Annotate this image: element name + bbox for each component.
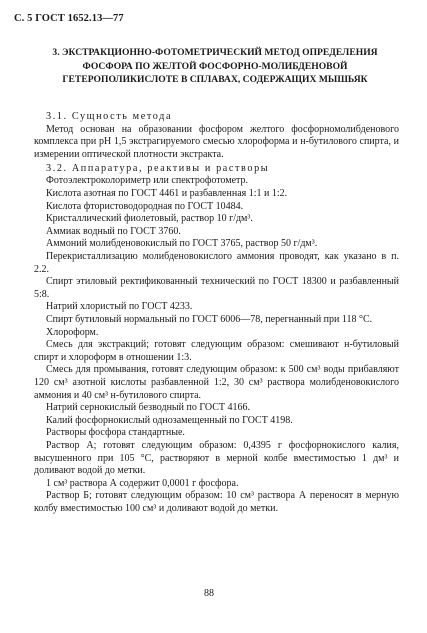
running-header: С. 5 ГОСТ 1652.13—77 [14, 13, 124, 24]
list-item: Раствор Б; готовят следующим образом: 10 см³ раствора А переносят в мерную колбу вместимостью 100 см³ и доливают водой до метки. [34, 490, 399, 514]
list-item: Аммиак водный по ГОСТ 3760. [46, 225, 181, 237]
list-item: Кислота фтористоводородная по ГОСТ 10484. [46, 200, 244, 212]
list-item: Аммоний молибденовокислый по ГОСТ 3765, раствор 50 г/дм³. [46, 238, 318, 250]
section-title: 3. ЭКСТРАКЦИОННО-ФОТОМЕТРИЧЕСКИЙ МЕТОД ОПРЕДЕЛЕНИЯ ФОСФОРА ПО ЖЕЛТОЙ ФОСФОРНО-МОЛИБДЕНОВОЙ ГЕТЕРОПОЛИКИСЛОТЕ В СПЛАВАХ, СОДЕРЖАЩИХ МЫШЬЯК [52, 47, 378, 86]
list-item: Спирт этиловый ректификованный технический по ГОСТ 18300 и разбавленный 5:8. [34, 276, 399, 300]
document-body [34, 111, 399, 516]
list-item: Смесь для промывания, готовят следующим образом: к 500 см³ воды прибавляют 120 см³ азотной кислоты разбавленной 1:2, 30 см³ раствора молибденовокислого аммония и 40 см³ н-бутилового спирта. [34, 364, 399, 401]
list-item: Кристаллический фиолетовый, раствор 10 г/дм³. [46, 213, 253, 225]
list-item: Натрий сернокислый безводный по ГОСТ 4166. [46, 402, 251, 414]
list-item: Раствор А; готовят следующим образом: 0,4395 г фосфорнокислого калия, высушенного при 105 °С, растворяют в мерной колбе вместимостью 1 дм³ и доливают водой до метки. [34, 439, 399, 477]
subsection-heading-3-2: 3.2. Аппаратура, реактивы и растворы [46, 162, 270, 174]
list-item: Хлороформ. [46, 326, 99, 338]
list-item: Кислота азотная по ГОСТ 4461 и разбавленная 1:1 и 1:2. [46, 188, 288, 200]
list-item: Натрий хлористый по ГОСТ 4233. [46, 301, 193, 313]
list-item: Калий фосфорнокислый однозамещенный по ГОСТ 4198. [46, 414, 293, 426]
list-item: 1 см³ раствора А содержит 0,0001 г фосфора. [46, 477, 239, 489]
paragraph-method-essence: Метод основан на образовании фосфором желтого фосфорномолибденового комплекса при рН 1,5 экстрагируемого смесью хлороформа и н-бутилового спирта, и измерении оптической плотности экстракта. [34, 123, 399, 160]
list-item: Перекристаллизацию молибденовокислого аммония проводят, как указано в п. 2.2. [34, 251, 399, 275]
list-item: Фотоэлектроколориметр или спектрофотометр. [46, 175, 249, 187]
page-number: 88 [204, 588, 214, 599]
list-item: Растворы фосфора стандартные. [46, 427, 185, 439]
subsection-heading-3-1: 3.1. Сущность метода [46, 111, 173, 122]
list-item: Спирт бутиловый нормальный по ГОСТ 6006—78, перегнанный при 118 °С. [46, 314, 373, 325]
list-item: Смесь для экстракций; готовят следующим образом: смешивают н-бутиловый спирт и хлороформ в отношении 1:3. [34, 339, 399, 363]
